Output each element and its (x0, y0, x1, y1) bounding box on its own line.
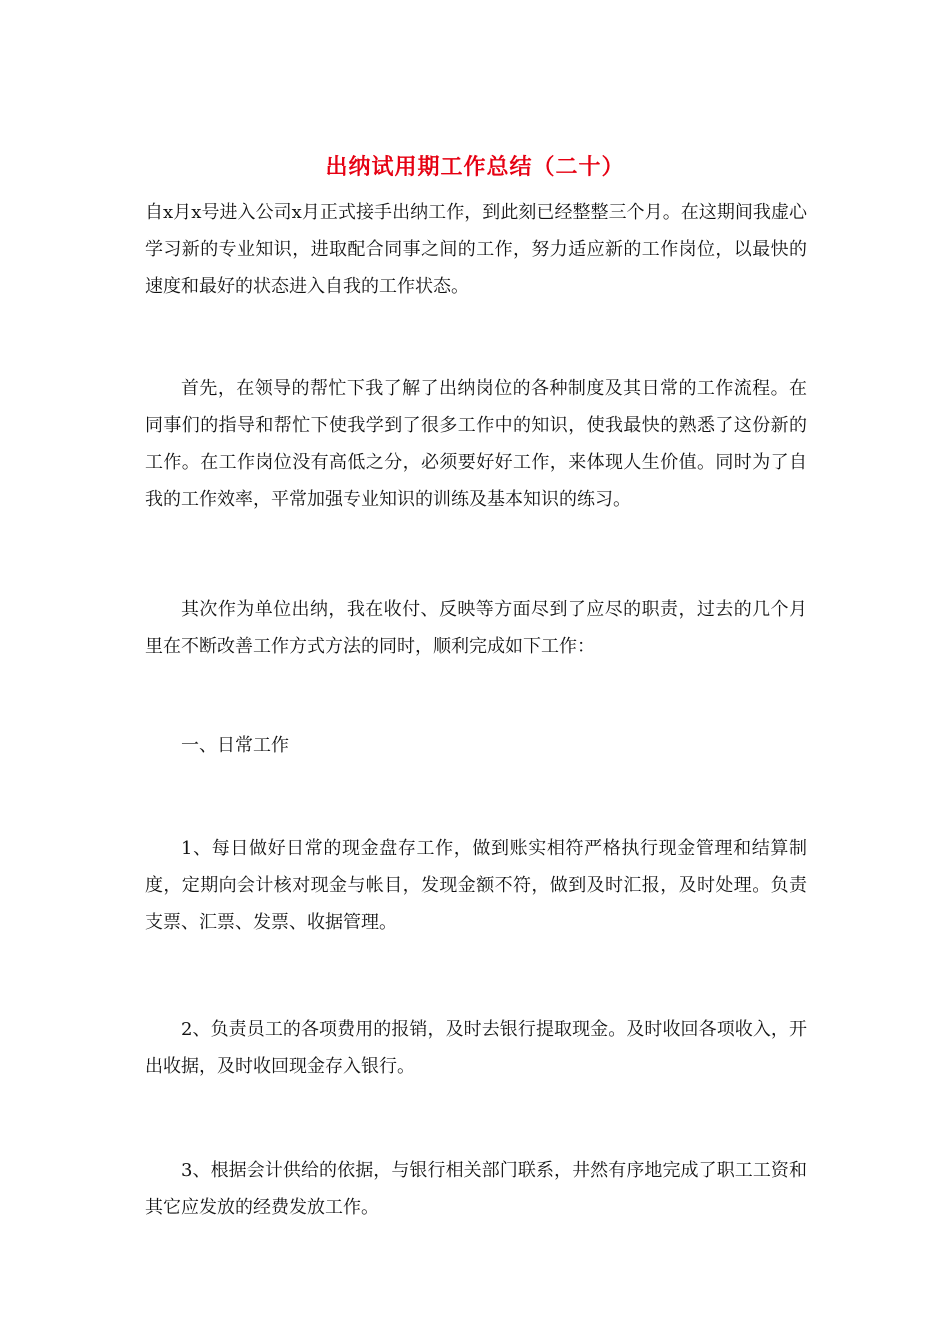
list-item-1: 1、每日做好日常的现金盘存工作，做到账实相符严格执行现金管理和结算制度，定期向会计核对现金与帐目，发现金额不符，做到及时汇报，及时处理。负责支票、汇票、发票、收据管理。 (145, 838, 807, 933)
page-title: 出纳试用期工作总结（二十） (325, 155, 625, 180)
paragraph-second: 其次作为单位出纳，我在收付、反映等方面尽到了应尽的职责，过去的几个月里在不断改善工作方式方法的同时，顺利完成如下工作： (145, 599, 807, 657)
paragraph-first: 首先，在领导的帮忙下我了解了出纳岗位的各种制度及其日常的工作流程。在同事们的指导和帮忙下使我学到了很多工作中的知识，使我最快的熟悉了这份新的工作。在工作岗位没有高低之分，必须要好好工作，来体现人生价值。同时为了自我的工作效率，平常加强专业知识的训练及基本知识的练习。 (145, 378, 807, 510)
list-item-3: 3、根据会计供给的依据，与银行相关部门联系，井然有序地完成了职工工资和其它应发放的经费发放工作。 (145, 1160, 807, 1218)
paragraph-intro: 自x月x号进入公司x月正式接手出纳工作，到此刻已经整整三个月。在这期间我虚心学习新的专业知识，进取配合同事之间的工作，努力适应新的工作岗位，以最快的速度和最好的状态进入自我的工作状态。 (145, 202, 807, 297)
list-item-2: 2、负责员工的各项费用的报销，及时去银行提取现金。及时收回各项收入，开出收据，及时收回现金存入银行。 (145, 1019, 807, 1077)
section-heading-daily-work: 一、日常工作 (181, 735, 289, 756)
